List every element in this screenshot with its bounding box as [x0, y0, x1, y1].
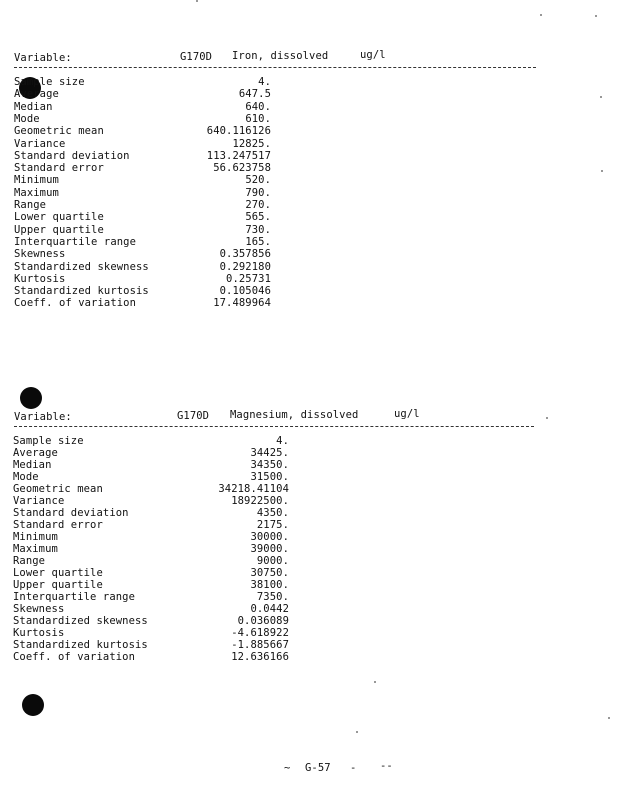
stat-row: [0, 615, 618, 627]
stat-value: -1.885667: [231, 639, 289, 651]
stat-value: 38100.: [250, 579, 289, 591]
stat-label: Geometric mean: [13, 483, 103, 495]
stat-value: 17.489964: [213, 297, 271, 310]
stat-value: 0.25731: [226, 272, 271, 285]
stat-value: 18922500.: [231, 495, 289, 507]
stat-row: [0, 531, 618, 543]
stat-value: 0.0442: [250, 603, 289, 615]
stat-label: Variance: [13, 495, 65, 507]
stat-label: Kurtosis: [14, 272, 66, 285]
page-number: G-57: [305, 762, 331, 774]
stat-label: Standard error: [13, 519, 103, 531]
stat-value: 0.036089: [237, 615, 289, 627]
stat-row: [0, 162, 618, 174]
punch-hole-middle: [20, 387, 42, 409]
stat-label: Standardized kurtosis: [13, 639, 148, 651]
stat-label: Upper quartile: [14, 223, 104, 236]
footer-dash-far: --: [380, 760, 393, 772]
stat-value: 34350.: [250, 459, 289, 471]
stat-row: [0, 651, 618, 663]
stat-label: Median: [13, 459, 52, 471]
stat-value: 30750.: [250, 567, 289, 579]
stat-row: [0, 248, 618, 260]
stat-row: [0, 627, 618, 639]
stat-value: 2175.: [256, 519, 289, 531]
stat-label: Skewness: [14, 248, 66, 261]
stat-value: 730.: [245, 223, 271, 236]
header-rule: [14, 67, 536, 68]
stat-label: Standard deviation: [13, 507, 129, 519]
stat-value: 4350.: [256, 507, 289, 519]
stat-label: Sample size: [14, 76, 85, 88]
stat-row: [0, 543, 618, 555]
stat-row: [0, 435, 618, 447]
stat-row: [0, 519, 618, 531]
stat-row: [0, 273, 618, 285]
stat-row: [0, 567, 618, 579]
scan-speck: [546, 417, 548, 419]
stat-row: [0, 297, 618, 309]
stat-row: [0, 187, 618, 199]
stat-row: [0, 199, 618, 211]
stat-label: Geometric mean: [14, 125, 104, 138]
stat-value: 30000.: [250, 531, 289, 543]
stat-label: Standardized kurtosis: [14, 285, 149, 298]
stat-label: Minimum: [13, 531, 58, 543]
stat-value: 31500.: [250, 471, 289, 483]
stat-row: [0, 459, 618, 471]
stat-label: Minimum: [14, 174, 59, 187]
variable-code: G170D: [177, 410, 210, 422]
stat-row: [0, 113, 618, 125]
stat-row: [0, 76, 618, 88]
stat-label: Range: [13, 555, 46, 567]
stat-label: Upper quartile: [13, 579, 103, 591]
variable-unit: ug/l: [394, 408, 420, 420]
stat-label: Mode: [14, 112, 40, 125]
scan-speck: [608, 717, 610, 719]
stat-row: [0, 603, 618, 615]
stat-label: Skewness: [13, 603, 65, 615]
stat-value: 0.105046: [219, 285, 271, 298]
stat-label: Interquartile range: [13, 591, 136, 603]
stat-value: 4.: [276, 435, 289, 447]
stat-value: 610.: [245, 112, 271, 125]
stat-label: Range: [14, 199, 47, 211]
stat-value: 790.: [245, 186, 271, 199]
stat-value: 34425.: [250, 447, 289, 459]
stat-row: [0, 447, 618, 459]
stat-value: -4.618922: [231, 627, 289, 639]
stat-label: Mode: [13, 471, 39, 483]
stat-value: 0.357856: [219, 248, 271, 261]
variable-code: G170D: [180, 51, 213, 63]
stat-value: 12.636166: [231, 651, 289, 663]
scan-speck: [595, 15, 597, 17]
stat-row: [0, 150, 618, 162]
footer-dash-left: ~: [284, 762, 291, 774]
stat-value: 640.: [245, 100, 271, 113]
stat-row: [0, 483, 618, 495]
stat-value: 12825.: [232, 137, 271, 150]
stat-row: [0, 211, 618, 223]
stat-label: Standardized skewness: [13, 615, 148, 627]
stat-label: Maximum: [14, 186, 59, 199]
stat-value: 34218.41104: [218, 483, 289, 495]
stat-row: [0, 285, 618, 297]
punch-hole-bottom: [22, 694, 44, 716]
stat-row: [0, 507, 618, 519]
stat-value: 113.247517: [206, 149, 271, 162]
stat-label: Lower quartile: [14, 211, 104, 224]
stat-value: 565.: [245, 211, 271, 224]
variable-unit: ug/l: [360, 49, 386, 61]
stat-row: [0, 236, 618, 248]
stat-label: Average: [13, 447, 58, 459]
stat-label: Interquartile range: [14, 235, 137, 248]
stat-row: [0, 579, 618, 591]
stat-row: [0, 174, 618, 186]
scan-speck: [196, 0, 198, 2]
header-rule: [14, 426, 534, 427]
stat-label: Standardized skewness: [14, 260, 149, 273]
stat-value: 4.: [258, 76, 271, 88]
stat-label: Kurtosis: [13, 627, 65, 639]
footer-dash-right: -: [350, 762, 357, 774]
stat-value: 165.: [245, 235, 271, 248]
stat-label: Average: [14, 88, 59, 101]
scan-speck: [540, 14, 542, 16]
variable-label: Variable:: [14, 52, 72, 64]
stat-label: Maximum: [13, 543, 58, 555]
variable-name: Magnesium, dissolved: [230, 409, 359, 421]
stat-row: [0, 88, 618, 100]
stat-label: Variance: [14, 137, 66, 150]
scan-speck: [374, 681, 376, 683]
stat-value: 9000.: [256, 555, 289, 567]
variable-label: Variable:: [14, 411, 72, 423]
stat-row: [0, 555, 618, 567]
stat-row: [0, 224, 618, 236]
stat-row: [0, 639, 618, 651]
stat-value: 39000.: [250, 543, 289, 555]
stat-row: [0, 261, 618, 273]
stat-row: [0, 101, 618, 113]
stat-row: [0, 591, 618, 603]
variable-name: Iron, dissolved: [232, 50, 329, 62]
stat-label: Lower quartile: [13, 567, 103, 579]
stat-value: 7350.: [256, 591, 289, 603]
stat-value: 270.: [245, 199, 271, 211]
stat-value: 647.5: [238, 88, 271, 101]
stat-row: [0, 125, 618, 137]
stat-label: Coeff. of variation: [13, 651, 136, 663]
stat-row: [0, 471, 618, 483]
stat-row: [0, 138, 618, 150]
stat-label: Standard error: [14, 162, 104, 175]
stat-value: 56.623758: [213, 162, 271, 175]
stat-value: 520.: [245, 174, 271, 187]
stat-value: 640.116126: [206, 125, 271, 138]
stat-label: Median: [14, 100, 53, 113]
stat-row: [0, 495, 618, 507]
stat-value: 0.292180: [219, 260, 271, 273]
scan-speck: [356, 731, 358, 733]
stat-label: Standard deviation: [14, 149, 130, 162]
stat-label: Sample size: [13, 435, 84, 447]
stat-label: Coeff. of variation: [14, 297, 137, 310]
